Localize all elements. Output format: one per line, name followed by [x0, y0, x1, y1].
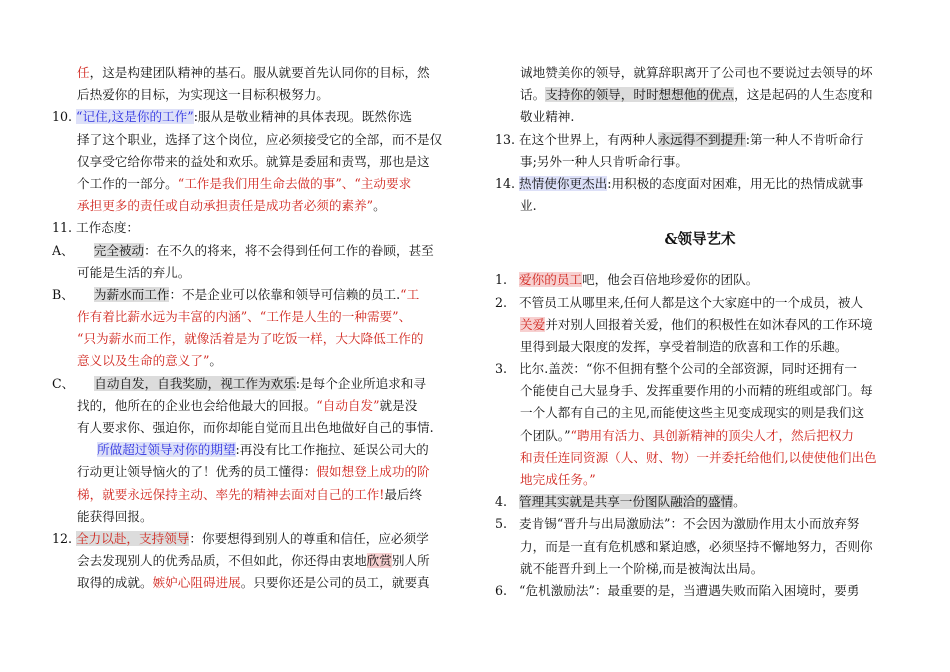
text-line: 力，而是一直有危机感和紧迫感，必须坚持不懈地努力，否则你 — [520, 538, 873, 554]
text-line: 找的，他所在的企业也会给他最大的回报。“自动自发”就是没 — [77, 397, 418, 413]
text-line: 业. — [520, 198, 537, 214]
list-item-11: 11. 工作态度： — [52, 220, 140, 236]
left-column — [52, 62, 462, 595]
text-line: 地完成任务。” — [520, 472, 596, 487]
list-item-1: 1. 爱你的员工吧，他会百倍地珍爱你的团队。 — [495, 272, 759, 288]
right-column — [495, 62, 905, 602]
text-line: 意义以及生命的意义了”。 — [77, 353, 222, 369]
text-line: 后热爱你的目标，为实现这一目标积极努力。 — [77, 87, 329, 103]
sub-item-a: A、 完全被动：在不久的将来，将不会得到任何工作的眷顾，甚至 — [52, 242, 434, 258]
section-heading: &领导艺术 — [664, 231, 736, 249]
text-line: 仅享受它给你带来的益处和欢乐。就算是委屈和责骂，那也是这 — [77, 153, 430, 169]
list-item-13: 13. 在这个世界上，有两种人永远得不到提升:第一种人不肯听命行 — [495, 131, 864, 147]
list-item-14: 14. 热情使你更杰出:用积极的态度面对困难，用无比的热情成就事 — [495, 175, 864, 191]
list-item-6: 6. “危机激励法”：最重要的是，当遭遇失败而陷入困境时，要勇 — [495, 582, 860, 598]
text-line: 一个人都有自己的主见,而能使这些主见变成现实的则是我们这 — [520, 405, 865, 421]
text-line: 作有着比薪水远为丰富的内涵”、“工作是人生的一种需要”、 — [77, 309, 412, 325]
text-line: 就不能晋升到上一个阶梯,而是被淘汰出局。 — [520, 560, 764, 576]
text-line: 有人要求你、强迫你，而你却能自觉而且出色地做好自己的事情. — [77, 420, 434, 435]
section-spacer — [495, 255, 905, 269]
list-item-12: 12. 全力以赴，支持领导：你要想得到别人的尊重和信任，应必须学 — [52, 530, 429, 546]
text-line: 会去发现别人的优秀品质，不但如此，你还得由衷地欣赏别人所 — [77, 553, 430, 569]
list-item-4: 4. 管理其实就是共享一份图队融洽的盛情。 — [495, 494, 746, 510]
text-line: 择了这个职业，选择了这个岗位，应必须接受它的全部，而不是仅 — [77, 131, 443, 147]
text-line: 个能使自己大显身手、发挥重要作用的小而精的班组或部门。每 — [520, 383, 873, 399]
sub-item-b: B、 为薪水而工作：不是企业可以依靠和领导可信赖的员工.“工 — [52, 286, 420, 302]
text-line: 个团队。”“聘用有活力、具创新精神的顶尖人才，然后把权力 — [520, 427, 855, 443]
text-line: 里得到最大限度的发挥，享受着制造的欣喜和工作的乐趣。 — [520, 338, 848, 354]
sub-item-c: C、 自动自发，自我奖励，视工作为欢乐:是每个企业所追求和寻 — [52, 375, 426, 391]
text-line: 话。支持你的领导，时时想想他的优点，这是起码的人生态度和 — [520, 87, 873, 103]
text-line: 梯，就要永远保持主动、率先的精神去面对自己的工作!最后终 — [77, 486, 423, 502]
text-line: 行动更让领导恼火的了！优秀的员工懂得：假如想登上成功的阶 — [77, 464, 430, 480]
list-item-10: 10. “记住,这是你的工作”:服从是敬业精神的具体表现。既然你选 — [52, 109, 413, 125]
text-line: 承担更多的责任或自动承担责任是成功者必须的素养”。 — [77, 198, 386, 214]
text-line: “只为薪水而工作，就像活着是为了吃饭一样，大大降低工作的 — [77, 331, 424, 347]
list-item-5: 5. 麦肯锡“晋升与出局激励法”：不会因为激励作用太小而放弃努 — [495, 516, 860, 532]
text-line: 和责任连同资源（人、财、物）一并委托给他们,以使使他们出色 — [520, 449, 877, 465]
text-line: 能获得回报。 — [77, 508, 153, 524]
list-item-3: 3. 比尔.盖茨：“你不但拥有整个公司的全部资源，同时还拥有一 — [495, 361, 857, 377]
text-line: 所做超过领导对你的期望:再没有比工作拖拉、延误公司大的 — [97, 442, 429, 458]
text-line: 关爱并对别人回报着关爱，他们的积极性在如沐春风的工作环境 — [520, 316, 873, 332]
text-line: 诚地赞美你的领导，就算辞职离开了公司也不要说过去领导的坏 — [520, 65, 873, 80]
text-line: 事;另外一种人只肯听命行事。 — [520, 153, 688, 169]
text-line: 敬业精神. — [520, 109, 575, 125]
text-line: 取得的成就。嫉妒心阻碍进展。只要你还是公司的员工，就要真 — [77, 575, 430, 591]
text-line: 任，这是构建团队精神的基石。服从就要首先认同你的目标，然 — [77, 65, 430, 80]
list-item-2: 2. 不管员工从哪里来,任何人都是这个大家庭中的一个成员，被人 — [495, 294, 864, 310]
text-line: 可能是生活的弃儿。 — [77, 264, 191, 280]
text-line: 个工作的一部分。“工作是我们用生命去做的事”、“主动要求 — [77, 175, 412, 191]
